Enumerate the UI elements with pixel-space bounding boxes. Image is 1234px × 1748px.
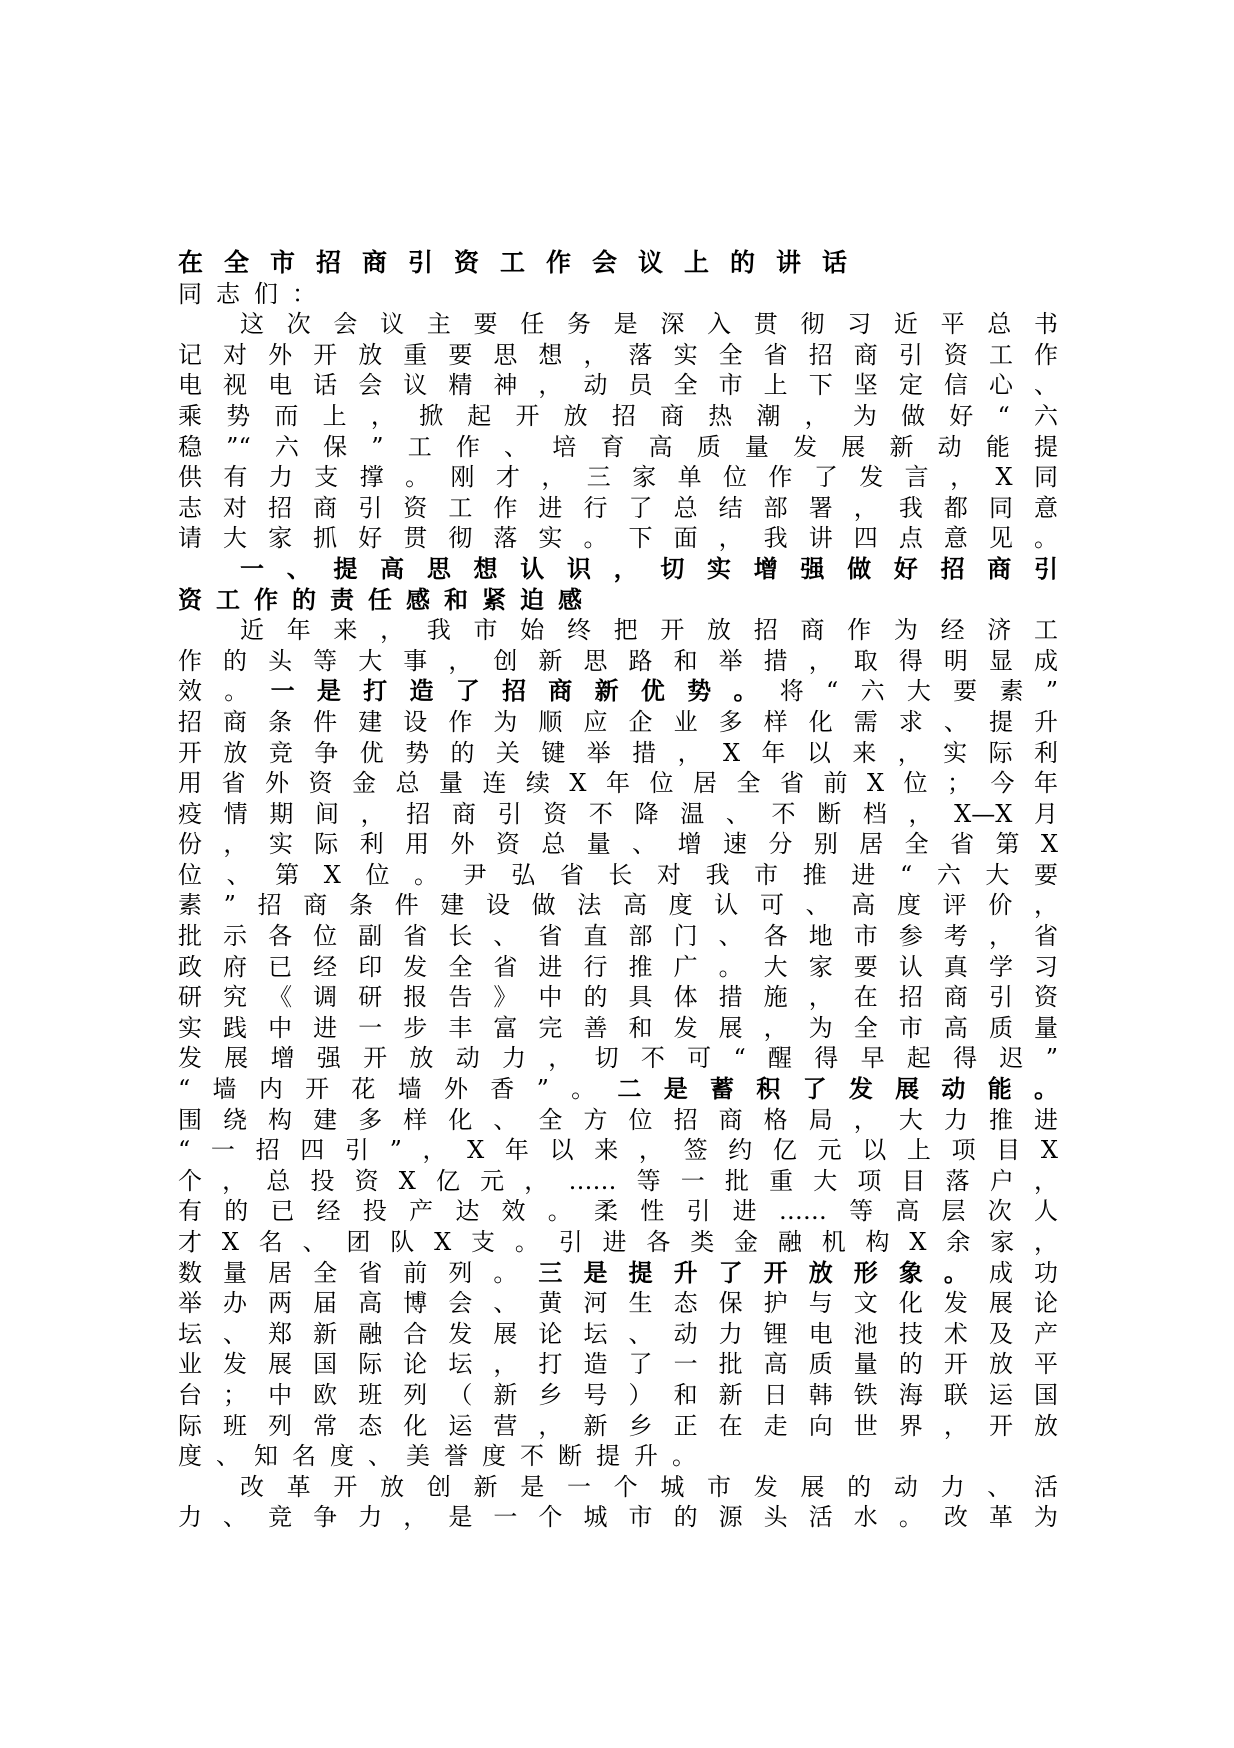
paragraph-line [178, 646, 1058, 677]
text-segment: 际班列常态化运营，新乡正在走向世界，开放 [178, 1411, 1058, 1440]
paragraph-line [178, 432, 1058, 463]
text-segment: 供有力支撑。刚才，三家单位作了发言，X同 [178, 463, 1058, 492]
paragraph-line [178, 707, 1058, 738]
paragraph-line [178, 1135, 1058, 1166]
text-segment: 有的已经投产达效。柔性引进……等高层次人 [178, 1197, 1058, 1226]
text-segment: 个，总投资X亿元，……等一批重大项目落户， [178, 1166, 1058, 1195]
bold-text-segment: 资工作的责任感和紧迫感 [178, 585, 596, 614]
bold-text-segment: 二是蓄积了发展动能。 [617, 1075, 1059, 1104]
paragraph-line [178, 1441, 1058, 1472]
text-segment: 发展增强开放动力，切不可“醒得早起得迟” [178, 1044, 1058, 1073]
paragraph-line [178, 370, 1058, 401]
text-segment: 坛、郑新融合发展论坛、动力锂电池技术及产 [178, 1319, 1058, 1348]
text-segment: 记对外开放重要思想，落实全省招商引资工作 [178, 340, 1058, 369]
paragraph-line [178, 1013, 1058, 1044]
text-segment: 度、知名度、美誉度不断提升。 [178, 1442, 710, 1471]
text-segment: 份，实际利用外资总量、增速分别居全省第X [178, 830, 1058, 859]
text-segment: 用省外资金总量连续X年位居全省前X位；今年 [178, 769, 1058, 798]
paragraph-line [178, 1227, 1058, 1258]
paragraph-line [178, 1258, 1058, 1289]
text-segment: 改革开放创新是一个城市发展的动力、活 [240, 1472, 1058, 1501]
paragraph-line [178, 860, 1058, 891]
paragraph-line [178, 1319, 1058, 1350]
paragraph-line [178, 1380, 1058, 1411]
text-segment: 成功 [988, 1258, 1059, 1287]
text-segment: 业发展国际论坛，打造了一批高质量的开放平 [178, 1350, 1058, 1379]
text-segment: “一招四引”，X年以来，签约亿元以上项目X [178, 1136, 1058, 1165]
text-segment: “墙内开花墙外香”。 [178, 1075, 618, 1104]
text-segment: 作的头等大事，创新思路和举措，取得明显成 [178, 646, 1058, 675]
paragraph-line [178, 1472, 1058, 1503]
paragraph-line [178, 738, 1058, 769]
section-heading-line [178, 585, 1058, 616]
text-segment: 台；中欧班列（新乡号）和新日韩铁海联运国 [178, 1380, 1058, 1409]
text-segment: 招商条件建设作为顺应企业多样化需求、提升 [178, 707, 1058, 736]
paragraph-line [178, 1043, 1058, 1074]
text-segment: 将“六大要素” [779, 677, 1058, 706]
bold-text-segment: 三是提升了开放形象。 [538, 1258, 989, 1287]
text-segment: 请大家抓好贯彻落实。下面，我讲四点意见。 [178, 524, 1058, 553]
document-page [178, 248, 1058, 1533]
text-segment: 效。 [178, 677, 271, 706]
text-segment: 围绕构建多样化、全方位招商格局，大力推进 [178, 1105, 1058, 1134]
text-segment: 研究《调研报告》中的具体措施，在招商引资 [178, 983, 1058, 1012]
document-title: 在全市招商引资工作会议上的讲话 [178, 248, 869, 277]
text-segment: 力、竞争力，是一个城市的源头活水。改革为 [178, 1503, 1058, 1532]
paragraph-line [178, 952, 1058, 983]
paragraph-line [178, 1288, 1058, 1319]
text-segment: 这次会议主要任务是深入贯彻习近平总书 [240, 310, 1058, 339]
text-segment: 近年来，我市始终把开放招商作为经济工 [240, 616, 1058, 645]
paragraph-line [178, 1502, 1058, 1533]
paragraph-line [178, 462, 1058, 493]
section-heading-line [178, 554, 1058, 585]
text-segment: 位、第X位。尹弘省长对我市推进“六大要 [178, 860, 1058, 889]
paragraph-line [178, 523, 1058, 554]
text-segment: 才X名、团队X支。引进各类金融机构X余家， [178, 1228, 1058, 1256]
paragraph-line [178, 401, 1058, 432]
paragraph-line [178, 1105, 1058, 1136]
text-segment: 政府已经印发全省进行推广。大家要认真学习 [178, 952, 1058, 981]
text-segment: 电视电话会议精神，动员全市上下坚定信心、 [178, 371, 1058, 400]
text-segment: 实践中进一步丰富完善和发展，为全市高质量 [178, 1013, 1058, 1042]
bold-text-segment: 一是打造了招商新优势。 [270, 677, 780, 706]
paragraph-line [178, 493, 1058, 524]
text-segment: 素”招商条件建设做法高度认可、高度评价， [178, 891, 1058, 920]
paragraph-line [178, 768, 1058, 799]
salutation: 同志们： [178, 279, 330, 308]
paragraph-line [178, 676, 1058, 707]
bold-text-segment: 一、提高思想认识，切实增强做好招商引 [240, 554, 1058, 583]
paragraph-line [178, 1166, 1058, 1197]
paragraph-line [178, 829, 1058, 860]
text-segment: 乘势而上，掀起开放招商热潮，为做好“六 [178, 401, 1058, 430]
paragraph-line [178, 615, 1058, 646]
text-segment: 疫情期间，招商引资不降温、不断档，X—X月 [178, 799, 1058, 828]
paragraph-line [178, 890, 1058, 921]
text-segment: 开放竞争优势的关键举措，X年以来，实际利 [178, 738, 1058, 767]
paragraph-line [178, 1349, 1058, 1380]
paragraph-line [178, 1196, 1058, 1227]
paragraph-line [178, 1074, 1058, 1105]
text-segment: 批示各位副省长、省直部门、各地市参考，省 [178, 922, 1058, 951]
text-segment: 举办两届高博会、黄河生态保护与文化发展论 [178, 1289, 1058, 1318]
paragraph-line [178, 799, 1058, 830]
paragraph-line [178, 340, 1058, 371]
text-segment: 志对招商引资工作进行了总结部署，我都同意 [178, 493, 1058, 522]
text-segment: 数量居全省前列。 [178, 1258, 539, 1287]
paragraph-line [178, 1411, 1058, 1442]
paragraph-line [178, 982, 1058, 1013]
paragraph-line [178, 309, 1058, 340]
document-body [178, 309, 1058, 1533]
paragraph-line [178, 921, 1058, 952]
text-segment: 稳”“六保”工作、培育高质量发展新动能提 [178, 432, 1058, 461]
